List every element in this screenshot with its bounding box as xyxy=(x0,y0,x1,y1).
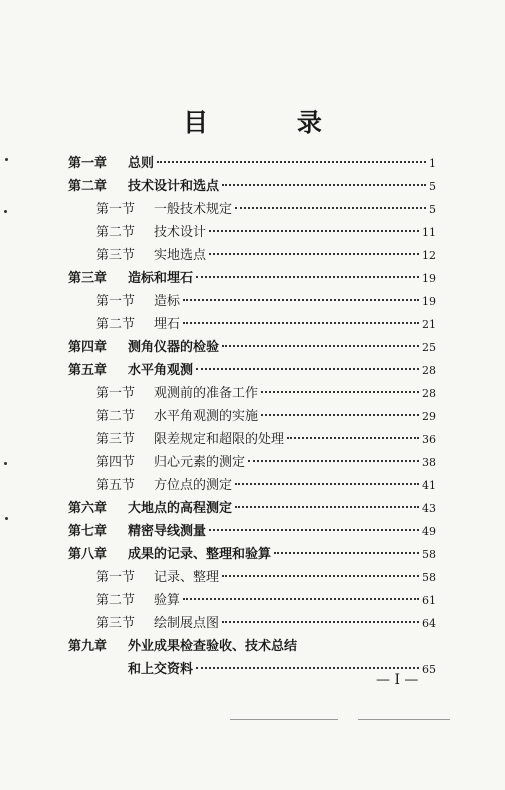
toc-entry-ch3[interactable] xyxy=(68,267,436,290)
entry-page: 19 xyxy=(422,272,436,285)
scan-rule xyxy=(230,719,338,720)
scan-speck xyxy=(4,462,7,465)
toc-entry-ch8-s3[interactable] xyxy=(68,612,436,635)
entry-title: 一般技术规定 xyxy=(154,202,233,217)
entry-number: 第一节 xyxy=(96,386,136,401)
table-of-contents xyxy=(68,152,436,681)
leader-dots xyxy=(196,368,419,370)
leader-dots xyxy=(235,483,419,485)
entry-number: 第五节 xyxy=(96,478,136,493)
toc-entry-ch2[interactable] xyxy=(68,175,436,198)
entry-title: 限差规定和超限的处理 xyxy=(154,432,285,447)
leader-dots xyxy=(261,414,419,416)
toc-entry-ch8-s2[interactable] xyxy=(68,589,436,612)
entry-number: 第二节 xyxy=(96,317,136,332)
entry-number: 第三节 xyxy=(96,432,136,447)
entry-page: 5 xyxy=(429,180,436,193)
entry-number: 第三节 xyxy=(96,248,136,263)
entry-title: 水平角观测的实施 xyxy=(154,409,259,424)
entry-title: 和上交资料 xyxy=(128,662,194,677)
entry-page: 38 xyxy=(422,456,436,469)
leader-dots xyxy=(222,621,419,623)
entry-title: 记录、整理 xyxy=(154,570,220,585)
toc-entry-ch5-s5[interactable] xyxy=(68,474,436,497)
leader-dots xyxy=(222,184,426,186)
scan-speck xyxy=(4,210,7,213)
entry-number: 第一章 xyxy=(68,156,108,171)
entry-number: 第五章 xyxy=(68,363,108,378)
toc-entry-ch8[interactable] xyxy=(68,543,436,566)
entry-title: 方位点的测定 xyxy=(154,478,233,493)
entry-page: 5 xyxy=(429,203,436,216)
entry-number: 第七章 xyxy=(68,524,108,539)
toc-entry-ch8-s1[interactable] xyxy=(68,566,436,589)
entry-page: 1 xyxy=(429,157,436,170)
leader-dots xyxy=(222,345,419,347)
toc-entry-ch2-s3[interactable] xyxy=(68,244,436,267)
leader-dots xyxy=(209,529,419,531)
leader-dots xyxy=(196,667,419,669)
toc-entry-ch5[interactable] xyxy=(68,359,436,382)
entry-page: 64 xyxy=(422,617,436,630)
toc-entry-ch7[interactable] xyxy=(68,520,436,543)
entry-number: 第三节 xyxy=(96,616,136,631)
entry-page: 28 xyxy=(422,387,436,400)
page-number-marker: — I — xyxy=(376,672,419,688)
entry-number: 第一节 xyxy=(96,202,136,217)
entry-title: 测角仪器的检验 xyxy=(128,340,220,355)
entry-page: 25 xyxy=(422,341,436,354)
entry-title: 验算 xyxy=(154,593,181,608)
toc-entry-ch4[interactable] xyxy=(68,336,436,359)
entry-number: 第二节 xyxy=(96,593,136,608)
entry-page: 19 xyxy=(422,295,436,308)
entry-page: 36 xyxy=(422,433,436,446)
scan-rule xyxy=(358,719,450,720)
scan-speck xyxy=(5,517,8,520)
toc-entry-ch2-s2[interactable] xyxy=(68,221,436,244)
entry-title: 精密导线测量 xyxy=(128,524,207,539)
toc-entry-ch1[interactable] xyxy=(68,152,436,175)
leader-dots xyxy=(274,552,419,554)
toc-entry-ch9[interactable] xyxy=(68,635,436,658)
toc-entry-ch3-s1[interactable] xyxy=(68,290,436,313)
entry-number: 第九章 xyxy=(68,639,108,654)
entry-title: 外业成果检查验收、技术总结 xyxy=(128,639,298,654)
entry-page: 28 xyxy=(422,364,436,377)
leader-dots xyxy=(183,299,419,301)
entry-number: 第一节 xyxy=(96,294,136,309)
entry-page: 21 xyxy=(422,318,436,331)
entry-title: 技术设计 xyxy=(154,225,207,240)
entry-title: 成果的记录、整理和验算 xyxy=(128,547,272,562)
toc-entry-ch5-s2[interactable] xyxy=(68,405,436,428)
entry-title: 总则 xyxy=(128,156,155,171)
entry-number: 第六章 xyxy=(68,501,108,516)
entry-title: 绘制展点图 xyxy=(154,616,220,631)
entry-number: 第一节 xyxy=(96,570,136,585)
entry-number: 第二章 xyxy=(68,179,108,194)
leader-dots xyxy=(183,598,419,600)
toc-entry-ch5-s4[interactable] xyxy=(68,451,436,474)
entry-page: 11 xyxy=(422,226,436,239)
entry-title: 造标和埋石 xyxy=(128,271,194,286)
entry-number: 第三章 xyxy=(68,271,108,286)
entry-page: 29 xyxy=(422,410,436,423)
entry-number: 第四章 xyxy=(68,340,108,355)
entry-page: 41 xyxy=(422,479,436,492)
entry-number: 第二节 xyxy=(96,225,136,240)
entry-page: 65 xyxy=(422,663,436,676)
entry-title: 观测前的准备工作 xyxy=(154,386,259,401)
leader-dots xyxy=(235,207,426,209)
entry-title: 技术设计和选点 xyxy=(128,179,220,194)
leader-dots xyxy=(235,506,419,508)
entry-title: 大地点的高程测定 xyxy=(128,501,233,516)
toc-entry-ch5-s1[interactable] xyxy=(68,382,436,405)
toc-entry-ch6[interactable] xyxy=(68,497,436,520)
toc-entry-ch3-s2[interactable] xyxy=(68,313,436,336)
entry-page: 12 xyxy=(422,249,436,262)
entry-title: 归心元素的测定 xyxy=(154,455,246,470)
entry-title: 造标 xyxy=(154,294,181,309)
toc-entry-ch2-s1[interactable] xyxy=(68,198,436,221)
toc-entry-ch5-s3[interactable] xyxy=(68,428,436,451)
leader-dots xyxy=(222,575,419,577)
leader-dots xyxy=(287,437,419,439)
leader-dots xyxy=(209,253,419,255)
scan-speck xyxy=(5,158,8,161)
leader-dots xyxy=(209,230,419,232)
leader-dots xyxy=(248,460,419,462)
entry-number: 第四节 xyxy=(96,455,136,470)
entry-number: 第二节 xyxy=(96,409,136,424)
leader-dots xyxy=(196,276,419,278)
entry-number: 第八章 xyxy=(68,547,108,562)
entry-page: 43 xyxy=(422,502,436,515)
page-title: 目 录 xyxy=(183,108,362,137)
leader-dots xyxy=(261,391,419,393)
entry-title: 埋石 xyxy=(154,317,181,332)
leader-dots xyxy=(183,322,419,324)
entry-page: 61 xyxy=(422,594,436,607)
entry-title: 水平角观测 xyxy=(128,363,194,378)
entry-page: 58 xyxy=(422,548,436,561)
leader-dots xyxy=(157,161,426,163)
entry-page: 49 xyxy=(422,525,436,538)
entry-title: 实地选点 xyxy=(154,248,207,263)
entry-page: 58 xyxy=(422,571,436,584)
